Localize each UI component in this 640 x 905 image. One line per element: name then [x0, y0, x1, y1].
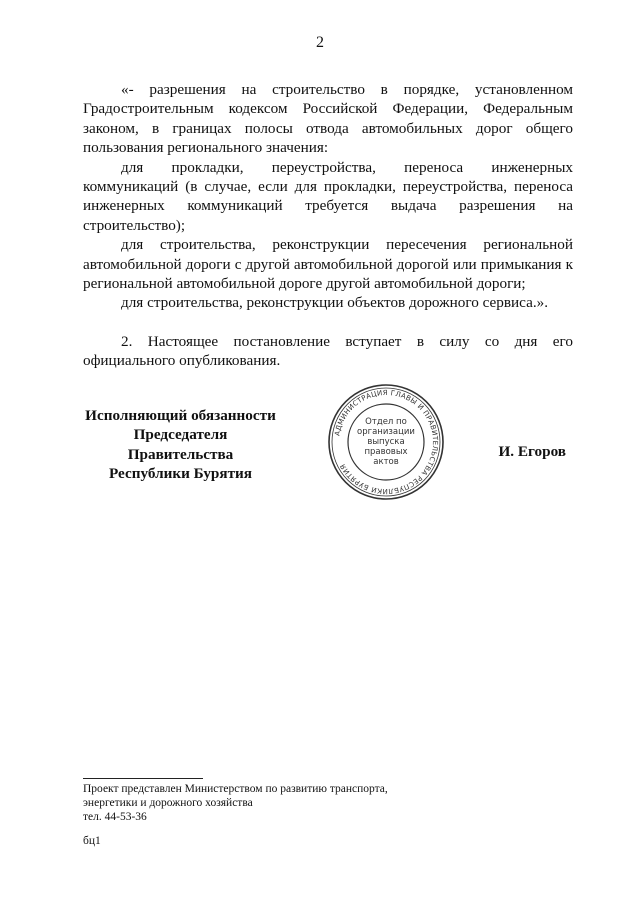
signature-title-line: Исполняющий обязанности — [85, 407, 276, 424]
seal-center-line: выпуска — [367, 437, 405, 447]
footer-code: бц1 — [83, 835, 101, 847]
paragraph-effective-date: 2. Настоящее постановление вступает в силу со дня его официального опубликования. — [83, 332, 573, 370]
seal-center-line: Отдел по — [365, 417, 407, 427]
seal-ring-text: АДМИНИСТРАЦИЯ ГЛАВЫ И ПРАВИТЕЛЬСТВА РЕСПУБЛИКИ БУРЯТИЯ — [333, 388, 440, 496]
paragraph-utilities: для прокладки, переустройства, переноса инженерных коммуникаций (в случае, если для прокладки, переустройства, переноса инженерных коммуникаций требуется выдача разрешения на строительство); — [83, 158, 573, 234]
signature-title-line: Председателя Правительства — [127, 426, 234, 463]
body-text — [83, 80, 573, 371]
seal-center-line: правовых — [364, 447, 408, 457]
signatory-name: И. Егоров — [498, 443, 566, 460]
paragraph-intersections: для строительства, реконструкции пересечения региональной автомобильной дороги с другой автомобильной дорогой или примыкания к региональной автомобильной дороге другой автомобильной дороги; — [83, 236, 573, 293]
footer-divider — [83, 778, 203, 779]
footer-line: Проект представлен Министерством по развитию транспорта, — [83, 783, 388, 795]
footer-line: энергетики и дорожного хозяйства — [83, 797, 253, 809]
seal-center-line: актов — [373, 457, 399, 467]
paragraph-road-service: для строительства, реконструкции объектов дорожного сервиса.». — [121, 294, 549, 312]
footer-note — [83, 782, 483, 848]
footer-phone: тел. 44-53-36 — [83, 811, 147, 823]
seal-center-line: организации — [357, 427, 415, 437]
paragraph-permits: «- разрешения на строительство в порядке, установленном Градостроительным кодексом Российской Федерации, Федеральным законом, в границах полосы отвода автомобильных дорог общего пользования регионального значения: — [83, 81, 573, 157]
signature-title — [83, 406, 278, 484]
seal-graphic — [326, 382, 446, 502]
signature-title-line: Республики Бурятия — [108, 465, 253, 483]
page-number: 2 — [316, 34, 324, 51]
official-seal — [326, 382, 446, 502]
